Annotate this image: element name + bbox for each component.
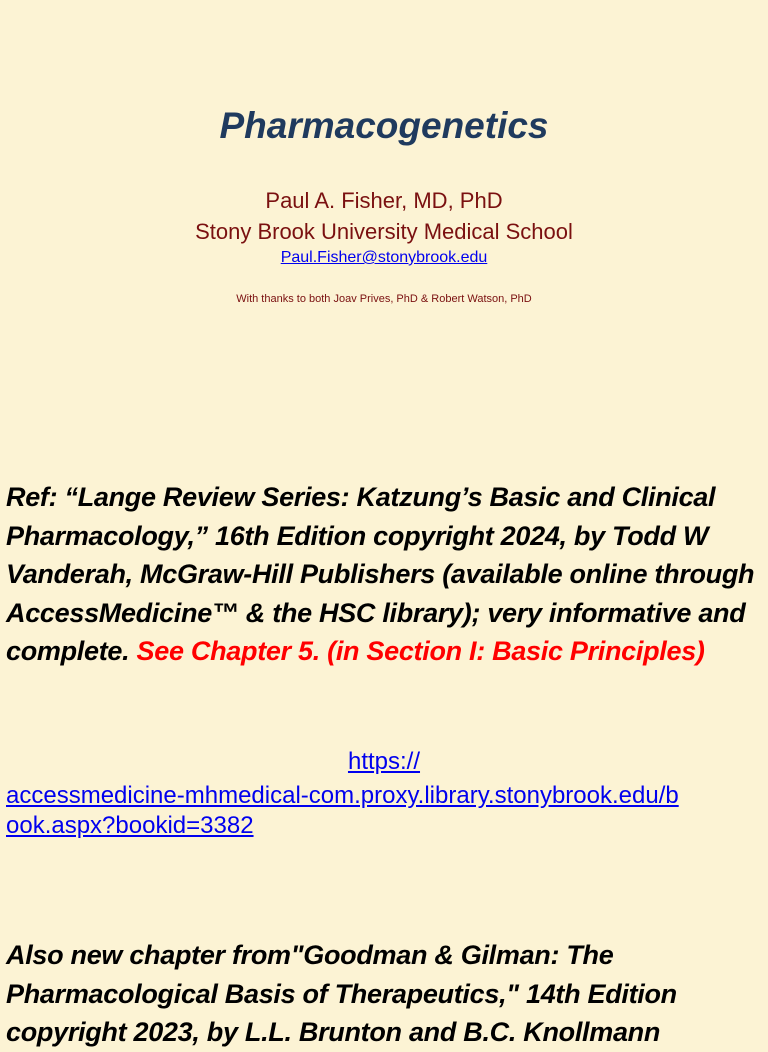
slide-title: Pharmacogenetics: [219, 105, 549, 146]
reference-text: Ref: “Lange Review Series: Katzung’s Basic and Clinical Pharmacology,” 16th Edition copyright 2024, by Todd W Vanderah, McGraw-Hill Publishers (available online through AccessMedicine™ & the HSC library); very informative and complete.: [6, 482, 755, 666]
url-line-3-wrap: [6, 810, 762, 840]
reference-paragraph: [6, 478, 762, 671]
author-name: Paul A. Fisher, MD, PhD: [265, 188, 503, 213]
school-name: Stony Brook University Medical School: [195, 219, 573, 244]
email-container: [0, 248, 768, 268]
url-line-2-wrap: [6, 780, 762, 810]
url-link-line-3[interactable]: ook.aspx?bookid=3382: [6, 812, 254, 839]
url-block: [6, 746, 762, 840]
url-link-line-2[interactable]: accessmedicine-mhmedical-com.proxy.library.stonybrook.edu/b: [6, 782, 679, 809]
reference-chapter-highlight: See Chapter 5. (in Section I: Basic Principles): [136, 636, 705, 666]
url-link-line-1[interactable]: https://: [347, 748, 421, 775]
also-paragraph: Also new chapter from"Goodman & Gilman: The Pharmacological Basis of Therapeutics," 14th Edition copyright 2023, by L.L. Brunton and B.C. Knollmann: [6, 940, 677, 1047]
email-link[interactable]: Paul.Fisher@stonybrook.edu: [280, 249, 488, 266]
acknowledgment-text: With thanks to both Joav Prives, PhD & Robert Watson, PhD: [236, 293, 532, 305]
url-line-1-wrap: [6, 746, 762, 780]
